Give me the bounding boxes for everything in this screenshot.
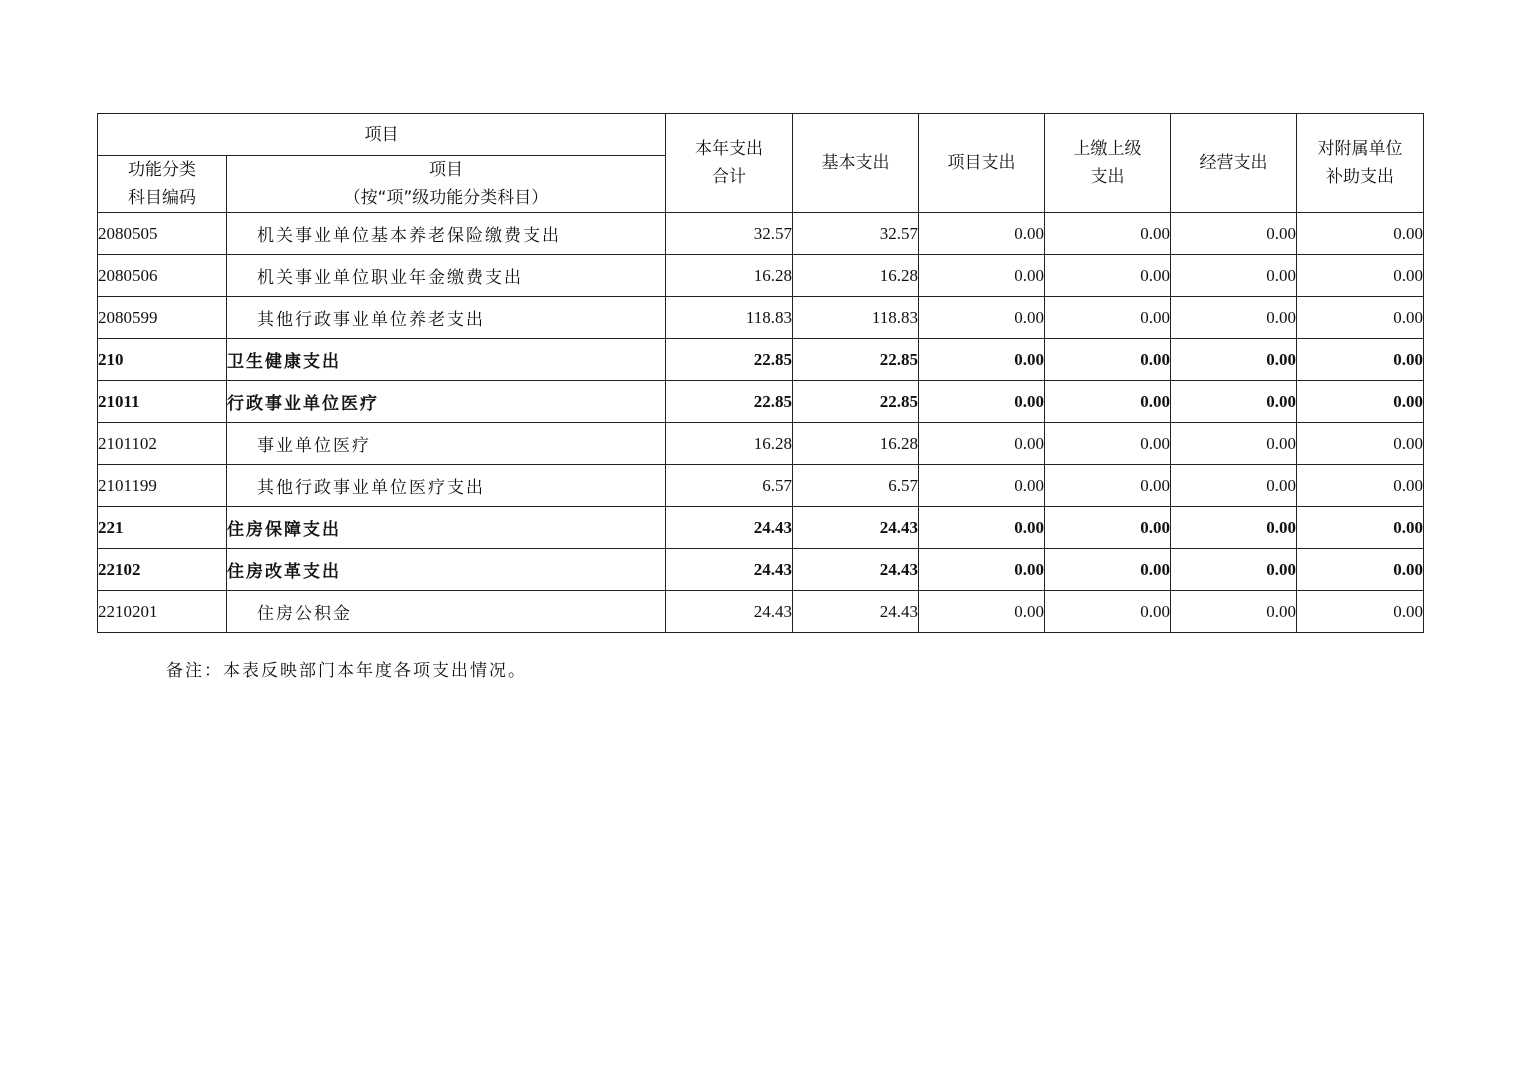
header-total xyxy=(666,114,793,213)
header-upper xyxy=(1045,114,1171,213)
header-row-top xyxy=(98,114,1424,156)
cell-subsidy: 0.00 xyxy=(1297,507,1424,549)
cell-name: 住房改革支出 xyxy=(227,549,666,591)
cell-code: 210 xyxy=(98,339,227,381)
cell-name: 行政事业单位医疗 xyxy=(227,381,666,423)
table-row xyxy=(98,591,1424,633)
cell-project: 0.00 xyxy=(919,255,1045,297)
cell-total: 24.43 xyxy=(666,507,793,549)
cell-name: 其他行政事业单位养老支出 xyxy=(227,297,666,339)
table-row xyxy=(98,255,1424,297)
cell-operating: 0.00 xyxy=(1171,549,1297,591)
cell-code: 2210201 xyxy=(98,591,227,633)
cell-upper: 0.00 xyxy=(1045,297,1171,339)
cell-project: 0.00 xyxy=(919,213,1045,255)
cell-code: 2080505 xyxy=(98,213,227,255)
cell-operating: 0.00 xyxy=(1171,507,1297,549)
cell-subsidy: 0.00 xyxy=(1297,213,1424,255)
cell-total: 6.57 xyxy=(666,465,793,507)
cell-operating: 0.00 xyxy=(1171,339,1297,381)
cell-subsidy: 0.00 xyxy=(1297,255,1424,297)
header-code-line1: 功能分类 xyxy=(128,160,196,180)
cell-total: 32.57 xyxy=(666,213,793,255)
cell-upper: 0.00 xyxy=(1045,507,1171,549)
cell-operating: 0.00 xyxy=(1171,213,1297,255)
header-name-line2: （按“项”级功能分类科目） xyxy=(343,188,549,208)
cell-upper: 0.00 xyxy=(1045,549,1171,591)
cell-upper: 0.00 xyxy=(1045,423,1171,465)
header-total-line1: 本年支出 xyxy=(695,139,763,159)
cell-basic: 24.43 xyxy=(793,591,919,633)
cell-basic: 118.83 xyxy=(793,297,919,339)
header-group-title: 项目 xyxy=(98,114,666,156)
header-code xyxy=(98,156,227,213)
cell-project: 0.00 xyxy=(919,381,1045,423)
header-operating-line1: 经营支出 xyxy=(1199,153,1268,173)
cell-name: 其他行政事业单位医疗支出 xyxy=(227,465,666,507)
cell-project: 0.00 xyxy=(919,507,1045,549)
cell-code: 2101102 xyxy=(98,423,227,465)
cell-subsidy: 0.00 xyxy=(1297,339,1424,381)
cell-total: 22.85 xyxy=(666,381,793,423)
header-name xyxy=(227,156,666,213)
table-row xyxy=(98,423,1424,465)
header-name-line1: 项目 xyxy=(429,160,463,180)
cell-total: 24.43 xyxy=(666,549,793,591)
cell-project: 0.00 xyxy=(919,549,1045,591)
table-header xyxy=(98,114,1424,213)
cell-upper: 0.00 xyxy=(1045,591,1171,633)
header-code-line2: 科目编码 xyxy=(128,188,196,208)
cell-basic: 16.28 xyxy=(793,423,919,465)
cell-total: 16.28 xyxy=(666,423,793,465)
header-project xyxy=(919,114,1045,213)
cell-code: 2101199 xyxy=(98,465,227,507)
cell-code: 22102 xyxy=(98,549,227,591)
header-subsidy-line1: 对附属单位 xyxy=(1317,139,1403,159)
cell-total: 118.83 xyxy=(666,297,793,339)
cell-operating: 0.00 xyxy=(1171,255,1297,297)
cell-name: 机关事业单位基本养老保险缴费支出 xyxy=(227,213,666,255)
cell-operating: 0.00 xyxy=(1171,591,1297,633)
table-body xyxy=(98,213,1424,633)
cell-code: 2080506 xyxy=(98,255,227,297)
expenditure-table-container xyxy=(97,113,1423,633)
cell-basic: 22.85 xyxy=(793,339,919,381)
cell-project: 0.00 xyxy=(919,423,1045,465)
cell-subsidy: 0.00 xyxy=(1297,465,1424,507)
header-upper-line2: 支出 xyxy=(1090,167,1125,187)
cell-subsidy: 0.00 xyxy=(1297,549,1424,591)
table-row xyxy=(98,339,1424,381)
cell-operating: 0.00 xyxy=(1171,423,1297,465)
cell-name: 事业单位医疗 xyxy=(227,423,666,465)
cell-subsidy: 0.00 xyxy=(1297,423,1424,465)
header-subsidy-line2: 补助支出 xyxy=(1326,167,1394,187)
header-basic xyxy=(793,114,919,213)
header-project-line1: 项目支出 xyxy=(947,153,1016,173)
cell-upper: 0.00 xyxy=(1045,339,1171,381)
expenditure-table xyxy=(97,113,1424,633)
cell-upper: 0.00 xyxy=(1045,255,1171,297)
header-subsidy xyxy=(1297,114,1424,213)
cell-code: 2080599 xyxy=(98,297,227,339)
cell-basic: 24.43 xyxy=(793,507,919,549)
cell-total: 22.85 xyxy=(666,339,793,381)
table-row xyxy=(98,549,1424,591)
cell-code: 21011 xyxy=(98,381,227,423)
table-row xyxy=(98,381,1424,423)
cell-project: 0.00 xyxy=(919,591,1045,633)
cell-name: 住房公积金 xyxy=(227,591,666,633)
cell-total: 16.28 xyxy=(666,255,793,297)
cell-basic: 6.57 xyxy=(793,465,919,507)
header-total-line2: 合计 xyxy=(712,167,746,187)
table-row xyxy=(98,213,1424,255)
cell-upper: 0.00 xyxy=(1045,465,1171,507)
cell-project: 0.00 xyxy=(919,465,1045,507)
header-upper-line1: 上缴上级 xyxy=(1073,139,1142,159)
cell-operating: 0.00 xyxy=(1171,381,1297,423)
cell-subsidy: 0.00 xyxy=(1297,591,1424,633)
cell-total: 24.43 xyxy=(666,591,793,633)
header-basic-line1: 基本支出 xyxy=(821,153,890,173)
cell-code: 221 xyxy=(98,507,227,549)
cell-name: 机关事业单位职业年金缴费支出 xyxy=(227,255,666,297)
cell-subsidy: 0.00 xyxy=(1297,381,1424,423)
cell-basic: 24.43 xyxy=(793,549,919,591)
table-row xyxy=(98,507,1424,549)
cell-subsidy: 0.00 xyxy=(1297,297,1424,339)
cell-basic: 16.28 xyxy=(793,255,919,297)
table-row xyxy=(98,297,1424,339)
table-note: 备注：本表反映部门本年度各项支出情况。 xyxy=(166,661,527,681)
cell-basic: 32.57 xyxy=(793,213,919,255)
cell-basic: 22.85 xyxy=(793,381,919,423)
cell-upper: 0.00 xyxy=(1045,381,1171,423)
cell-upper: 0.00 xyxy=(1045,213,1171,255)
header-operating xyxy=(1171,114,1297,213)
cell-name: 卫生健康支出 xyxy=(227,339,666,381)
cell-project: 0.00 xyxy=(919,339,1045,381)
cell-operating: 0.00 xyxy=(1171,465,1297,507)
table-row xyxy=(98,465,1424,507)
cell-name: 住房保障支出 xyxy=(227,507,666,549)
cell-project: 0.00 xyxy=(919,297,1045,339)
cell-operating: 0.00 xyxy=(1171,297,1297,339)
